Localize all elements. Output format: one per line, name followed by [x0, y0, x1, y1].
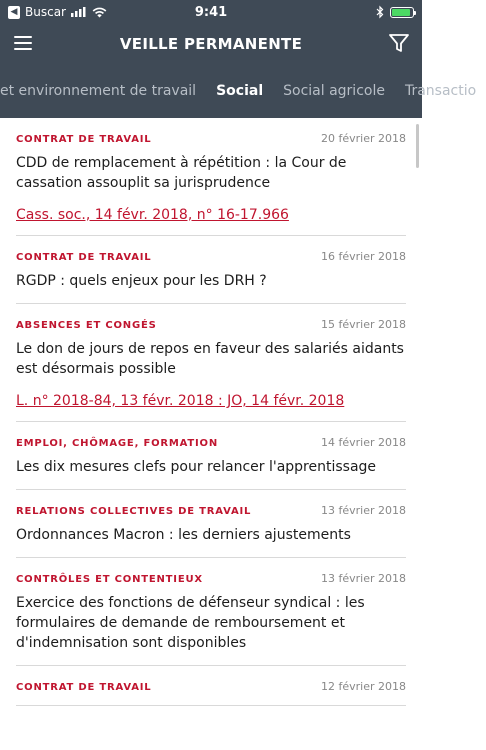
status-bar: [0, 0, 422, 24]
item-title: RGDP : quels enjeux pour les DRH ?: [16, 273, 267, 289]
category-tabs: [0, 64, 477, 118]
filter-icon[interactable]: [388, 32, 410, 54]
item-category: EMPLOI, CHÔMAGE, FORMATION: [16, 438, 219, 449]
item-date: 12 février 2018: [320, 680, 406, 693]
item-date: 13 février 2018: [320, 504, 406, 517]
item-category: ABSENCES ET CONGÉS: [16, 320, 157, 331]
battery-icon: [390, 7, 414, 18]
item-category: RELATIONS COLLECTIVES DE TRAVAIL: [16, 506, 252, 517]
list-item[interactable]: [16, 666, 406, 706]
list-item[interactable]: [16, 118, 406, 236]
nav-bar: [0, 24, 422, 64]
list-item[interactable]: [16, 304, 406, 422]
tab-1[interactable]: Social: [216, 83, 264, 99]
signal-icon: [71, 7, 87, 17]
status-back-label: Buscar: [25, 5, 66, 19]
item-reference-link[interactable]: Cass. soc., 14 févr. 2018, n° 16-17.966: [16, 207, 289, 223]
tab-0[interactable]: et environnement de travail: [0, 83, 197, 99]
item-category: CONTRAT DE TRAVAIL: [16, 252, 152, 263]
item-date: 15 février 2018: [320, 318, 406, 331]
back-arrow-icon: ◀: [8, 6, 20, 19]
item-reference-link[interactable]: L. n° 2018-84, 13 févr. 2018 : JO, 14 févr. 2018: [16, 393, 345, 409]
tab-3[interactable]: Transactio: [404, 83, 477, 99]
item-title: Le don de jours de repos en faveur des salariés aidants est désormais possible: [16, 341, 404, 377]
battery-level: [392, 9, 410, 16]
bluetooth-icon: [376, 6, 384, 18]
item-title: CDD de remplacement à répétition : la Cour de cassation assouplit sa jurisprudence: [16, 155, 347, 191]
item-title: Les dix mesures clefs pour relancer l'apprentissage: [16, 459, 377, 475]
list-item[interactable]: [16, 422, 406, 490]
news-list: [0, 118, 422, 750]
list-item[interactable]: [16, 558, 406, 666]
item-title: Ordonnances Macron : les derniers ajustements: [16, 527, 351, 543]
hamburger-icon[interactable]: [14, 36, 32, 50]
item-title: Exercice des fonctions de défenseur syndical : les formulaires de demande de remboursement et d'indemnisation sont disponibles: [16, 595, 365, 651]
status-back[interactable]: [8, 5, 107, 19]
item-category: CONTRAT DE TRAVAIL: [16, 134, 152, 145]
item-category: CONTRAT DE TRAVAIL: [16, 682, 152, 693]
scrollbar[interactable]: [416, 124, 419, 168]
item-date: 16 février 2018: [320, 250, 406, 263]
list-item[interactable]: [16, 236, 406, 304]
tab-2[interactable]: Social agricole: [283, 83, 385, 99]
wifi-icon: [92, 7, 107, 18]
item-date: 14 février 2018: [320, 436, 406, 449]
item-date: 20 février 2018: [320, 132, 406, 145]
list-item[interactable]: [16, 490, 406, 558]
item-date: 13 février 2018: [320, 572, 406, 585]
page-title: VEILLE PERMANENTE: [119, 35, 303, 53]
status-time: 9:41: [194, 4, 228, 20]
item-category: CONTRÔLES ET CONTENTIEUX: [16, 574, 203, 585]
